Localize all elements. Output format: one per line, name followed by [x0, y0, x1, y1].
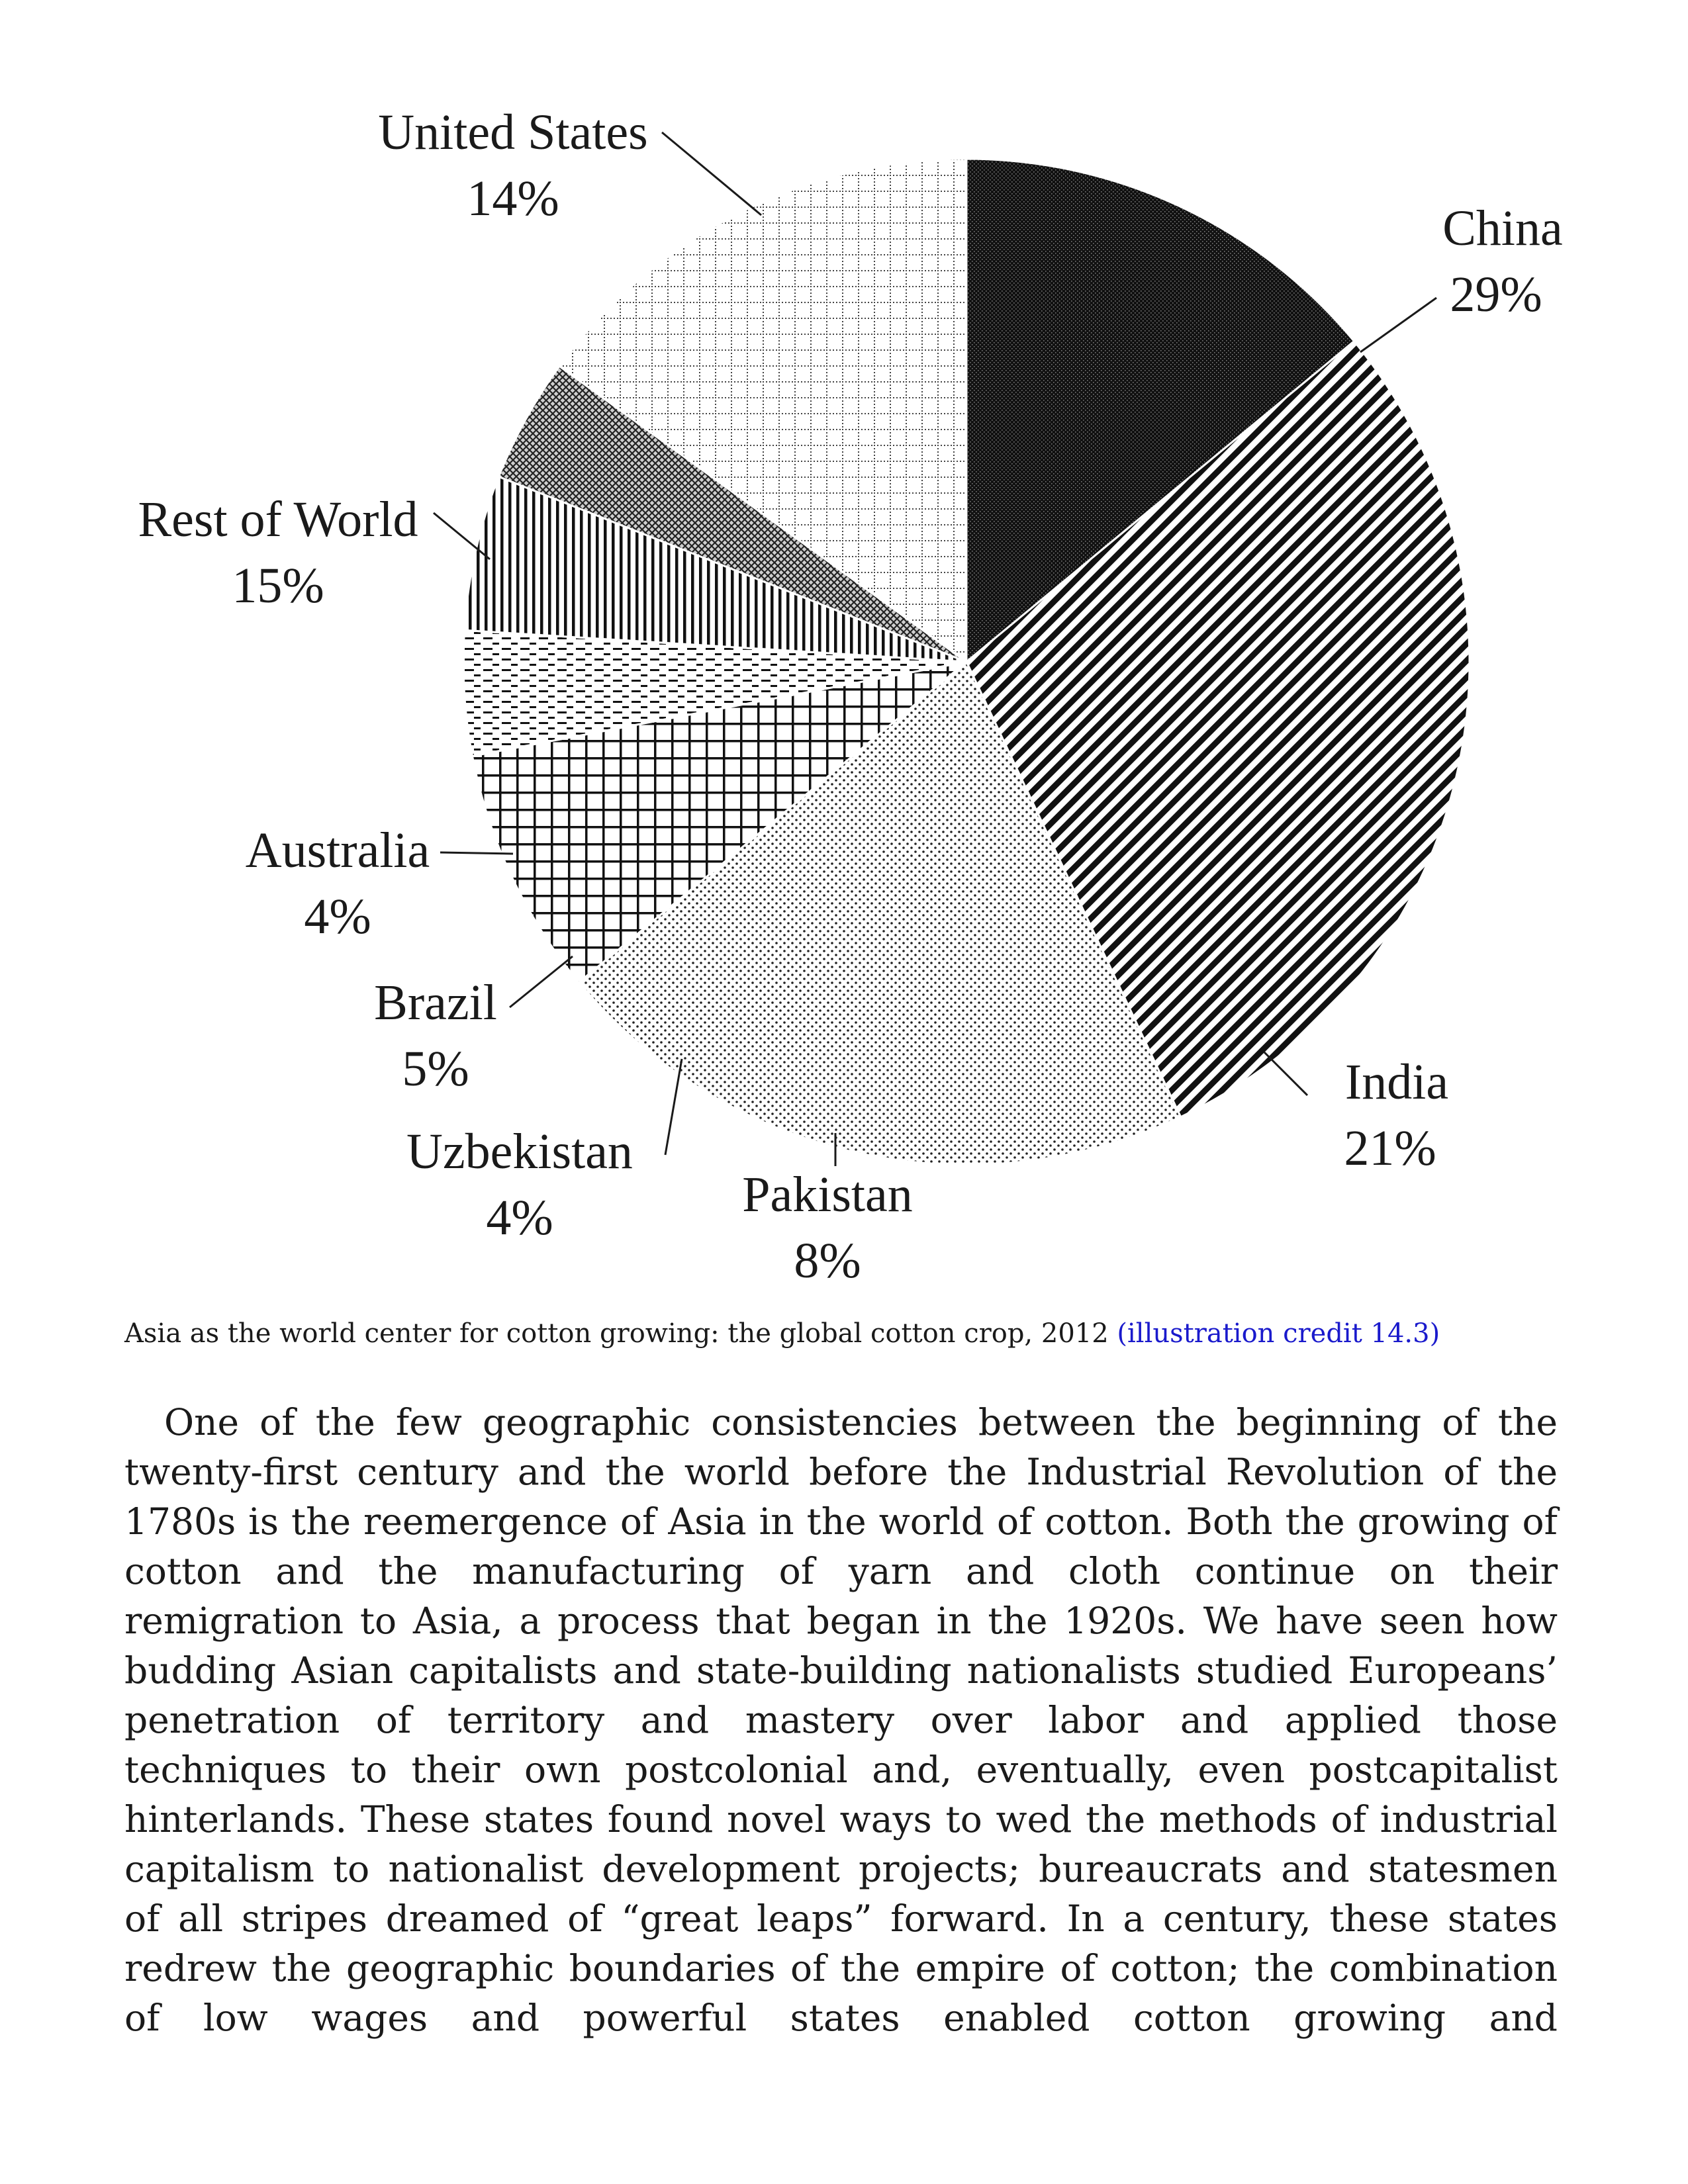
leader-line-india	[1264, 1052, 1307, 1095]
slice-value-rest-of-world: 15%	[232, 558, 324, 614]
body-line: of all stripes dreamed of “great leaps” forward. In a century, these states	[124, 1897, 1558, 1940]
slice-label-rest-of-world: Rest of World	[138, 492, 418, 547]
body-line: capitalism to nationalist development projects; bureaucrats and statesmen	[124, 1848, 1558, 1890]
body-line: remigration to Asia, a process that began in the 1920s. We have seen how	[124, 1600, 1558, 1642]
leader-line-china	[1360, 298, 1436, 352]
slice-label-china: China	[1442, 201, 1563, 256]
slice-label-australia: Australia	[245, 823, 430, 878]
caption-text: Asia as the world center for cotton growing: the global cotton crop, 2012	[124, 1318, 1109, 1349]
slice-value-uzbekistan: 4%	[486, 1190, 553, 1246]
body-line: of low wages and powerful states enabled cotton growing and	[124, 1997, 1558, 2039]
slice-label-india: India	[1344, 1054, 1449, 1110]
body-line: penetration of territory and mastery over labor and applied those	[124, 1699, 1558, 1741]
leader-line-brazil	[510, 956, 573, 1007]
leader-line-australia	[440, 852, 513, 854]
leader-line-united-states	[662, 132, 761, 215]
slice-value-brazil: 5%	[402, 1041, 469, 1097]
slice-label-brazil: Brazil	[374, 975, 497, 1030]
slice-value-india: 21%	[1344, 1120, 1436, 1176]
body-paragraph	[124, 1398, 1558, 2043]
body-line: One of the few geographic consistencies between the beginning of the	[164, 1401, 1558, 1443]
slice-value-china: 29%	[1450, 267, 1542, 322]
body-line: hinterlands. These states found novel ways to wed the methods of industrial	[124, 1798, 1558, 1841]
slice-label-united-states: United States	[378, 105, 648, 160]
slice-value-australia: 4%	[304, 889, 371, 944]
body-line: cotton and the manufacturing of yarn and cloth continue on their	[124, 1550, 1558, 1592]
body-line: twenty-first century and the world before the Industrial Revolution of the	[124, 1451, 1558, 1493]
body-line: techniques to their own postcolonial and, eventually, even postcapitalist	[124, 1749, 1558, 1791]
slice-label-pakistan: Pakistan	[742, 1167, 913, 1222]
slice-label-uzbekistan: Uzbekistan	[406, 1124, 633, 1179]
illustration-credit-link[interactable]: (illustration credit 14.3)	[1117, 1318, 1440, 1349]
body-line: budding Asian capitalists and state-building nationalists studied Europeans’	[124, 1649, 1558, 1692]
body-line: 1780s is the reemergence of Asia in the world of cotton. Both the growing of	[124, 1500, 1558, 1543]
figure-caption	[124, 1318, 1581, 1349]
leader-line-uzbekistan	[665, 1059, 682, 1155]
body-line: redrew the geographic boundaries of the empire of cotton; the combination	[124, 1947, 1558, 1989]
slice-value-pakistan: 8%	[794, 1233, 861, 1289]
slice-value-united-states: 14%	[467, 171, 559, 226]
